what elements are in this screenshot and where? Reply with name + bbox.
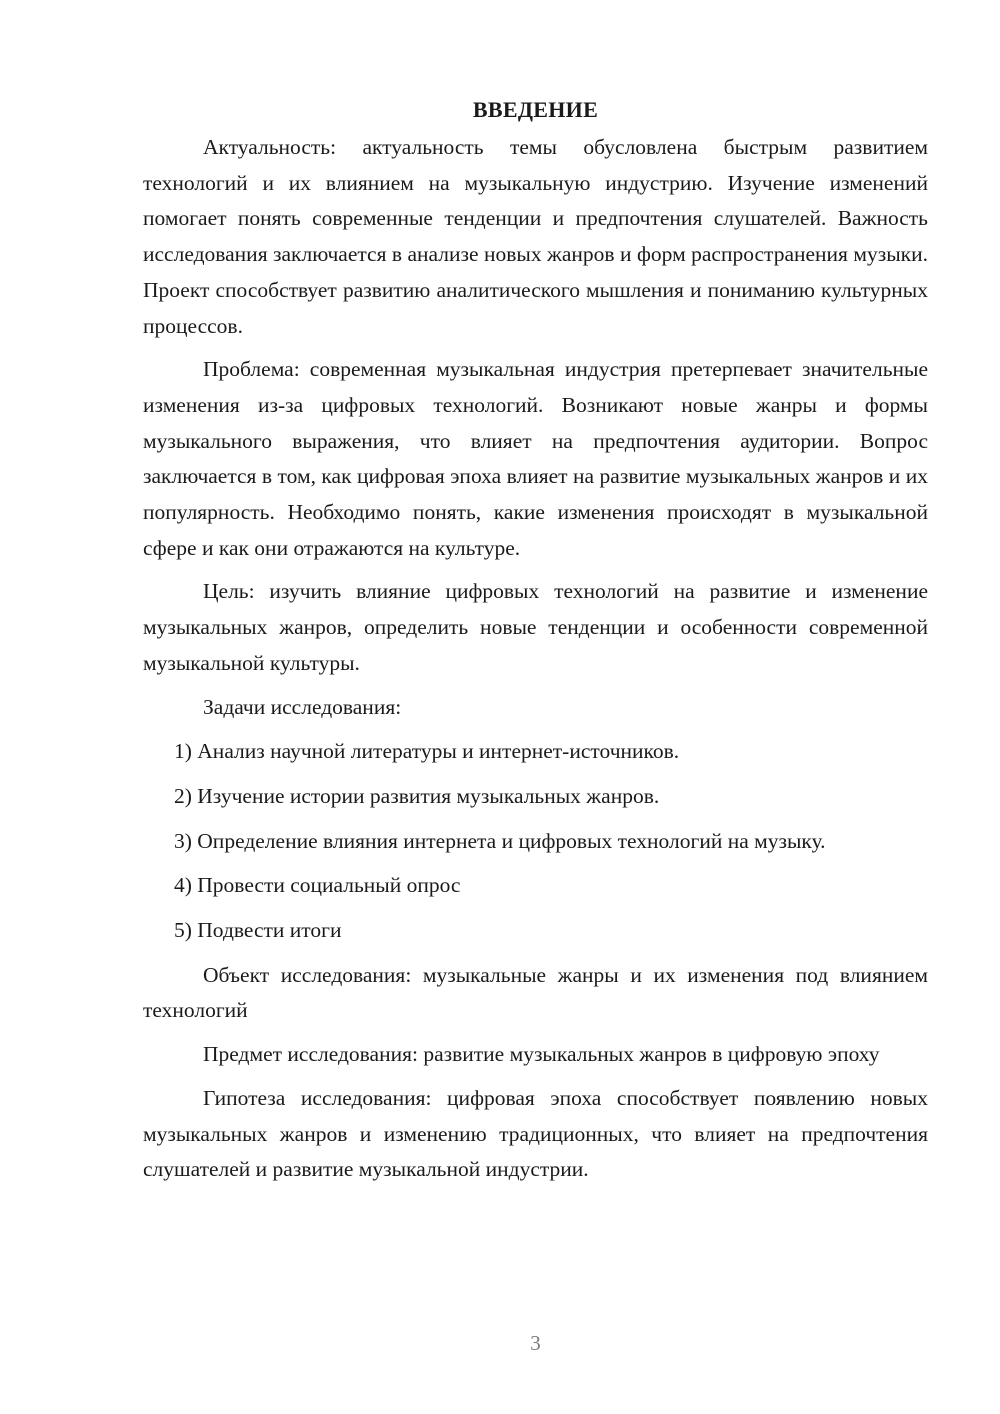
- tasks-list: [143, 734, 928, 949]
- list-item: 4) Провести социальный опрос: [174, 873, 461, 898]
- list-item: 5) Подвести итоги: [174, 918, 342, 943]
- section-title: ВВЕДЕНИЕ: [472, 97, 599, 122]
- subject-paragraph: Предмет исследования: развитие музыкальных жанров в цифровую эпоху: [203, 1042, 880, 1067]
- goal-paragraph: Цель: изучить влияние цифровых технологий на развитие и изменение музыкальных жанров, определить новые тенденции и особенности современной музыкальной культуры.: [143, 579, 928, 675]
- document-page: [143, 92, 928, 1196]
- list-item: 2) Изучение истории развития музыкальных жанров.: [174, 783, 660, 808]
- list-item: 3) Определение влияния интернета и цифровых технологий на музыку.: [174, 828, 826, 853]
- list-item: 1) Анализ научной литературы и интернет-источников.: [174, 739, 680, 764]
- problem-paragraph: Проблема: современная музыкальная индустрия претерпевает значительные изменения из-за цифровых технологий. Возникают новые жанры и формы музыкального выражения, что влияет на предпочтения аудитории. Вопрос заключается в том, как цифровая эпоха влияет на развитие музыкальных жанров и их популярность. Необходимо понять, какие изменения происходят в музыкальной сфере и как они отражаются на культуре.: [143, 357, 928, 560]
- relevance-paragraph: Актуальность: актуальность темы обусловлена быстрым развитием технологий и их влиянием на музыкальную индустрию. Изучение изменений помогает понять современные тенденции и предпочтения слушателей. Важность исследования заключается в анализе новых жанров и форм распространения музыки. Проект способствует развитию аналитического мышления и пониманию культурных процессов.: [143, 135, 928, 338]
- hypothesis-paragraph: Гипотеза исследования: цифровая эпоха способствует появлению новых музыкальных жанров и изменению традиционных, что влияет на предпочтения слушателей и развитие музыкальной индустрии.: [143, 1085, 928, 1182]
- object-paragraph: Объект исследования: музыкальные жанры и их изменения под влиянием технологий: [143, 962, 928, 1023]
- page-number: 3: [530, 1331, 541, 1355]
- tasks-heading: Задачи исследования:: [203, 694, 402, 719]
